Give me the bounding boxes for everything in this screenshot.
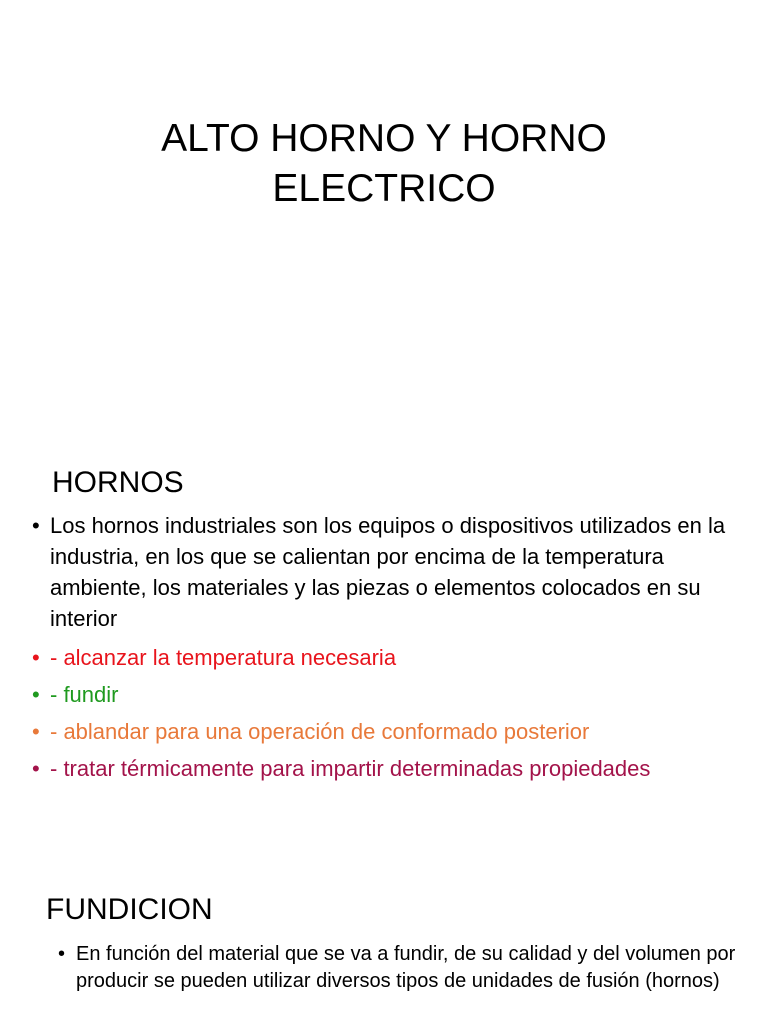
bullet-text: - fundir — [50, 682, 119, 707]
bullet-dot: • — [32, 756, 40, 781]
bullet-dot: • — [32, 719, 40, 744]
bullet-text: En función del material que se va a fundir, de su calidad y del volumen por producir se pueden utilizar diversos tipos de unidades de fusión (hornos) — [76, 943, 736, 992]
bullet-dot: • — [58, 943, 66, 965]
bullet-dot: • — [32, 513, 40, 538]
title-line-1: ALTO HORNO Y HORNO — [161, 117, 607, 160]
bullet-text: - tratar térmicamente para impartir determinadas propiedades — [50, 756, 651, 781]
bullet-text: - alcanzar la temperatura necesaria — [50, 645, 397, 670]
list-item — [32, 510, 732, 634]
bullet-list-hornos — [32, 510, 732, 790]
bullet-text: Los hornos industriales son los equipos o dispositivos utilizados en la industria, en los que se calientan por encima de la temperatura ambiente, los materiales y las piezas o elementos colocados en su interior — [50, 513, 726, 631]
bullet-dot: • — [32, 682, 40, 707]
bullet-dot: • — [32, 645, 40, 670]
list-item — [32, 679, 732, 710]
bullet-text: - ablandar para una operación de conformado posterior — [50, 719, 590, 744]
page-title — [40, 114, 728, 214]
bullet-list-fundicion — [58, 941, 738, 995]
section-heading-hornos: HORNOS — [52, 466, 184, 499]
list-item — [58, 941, 738, 995]
list-item — [32, 716, 732, 747]
slide-title-page — [0, 0, 768, 420]
list-item — [32, 642, 732, 673]
title-line-2: ELECTRICO — [272, 167, 496, 210]
list-item — [32, 753, 732, 784]
section-heading-fundicion: FUNDICION — [46, 893, 213, 926]
